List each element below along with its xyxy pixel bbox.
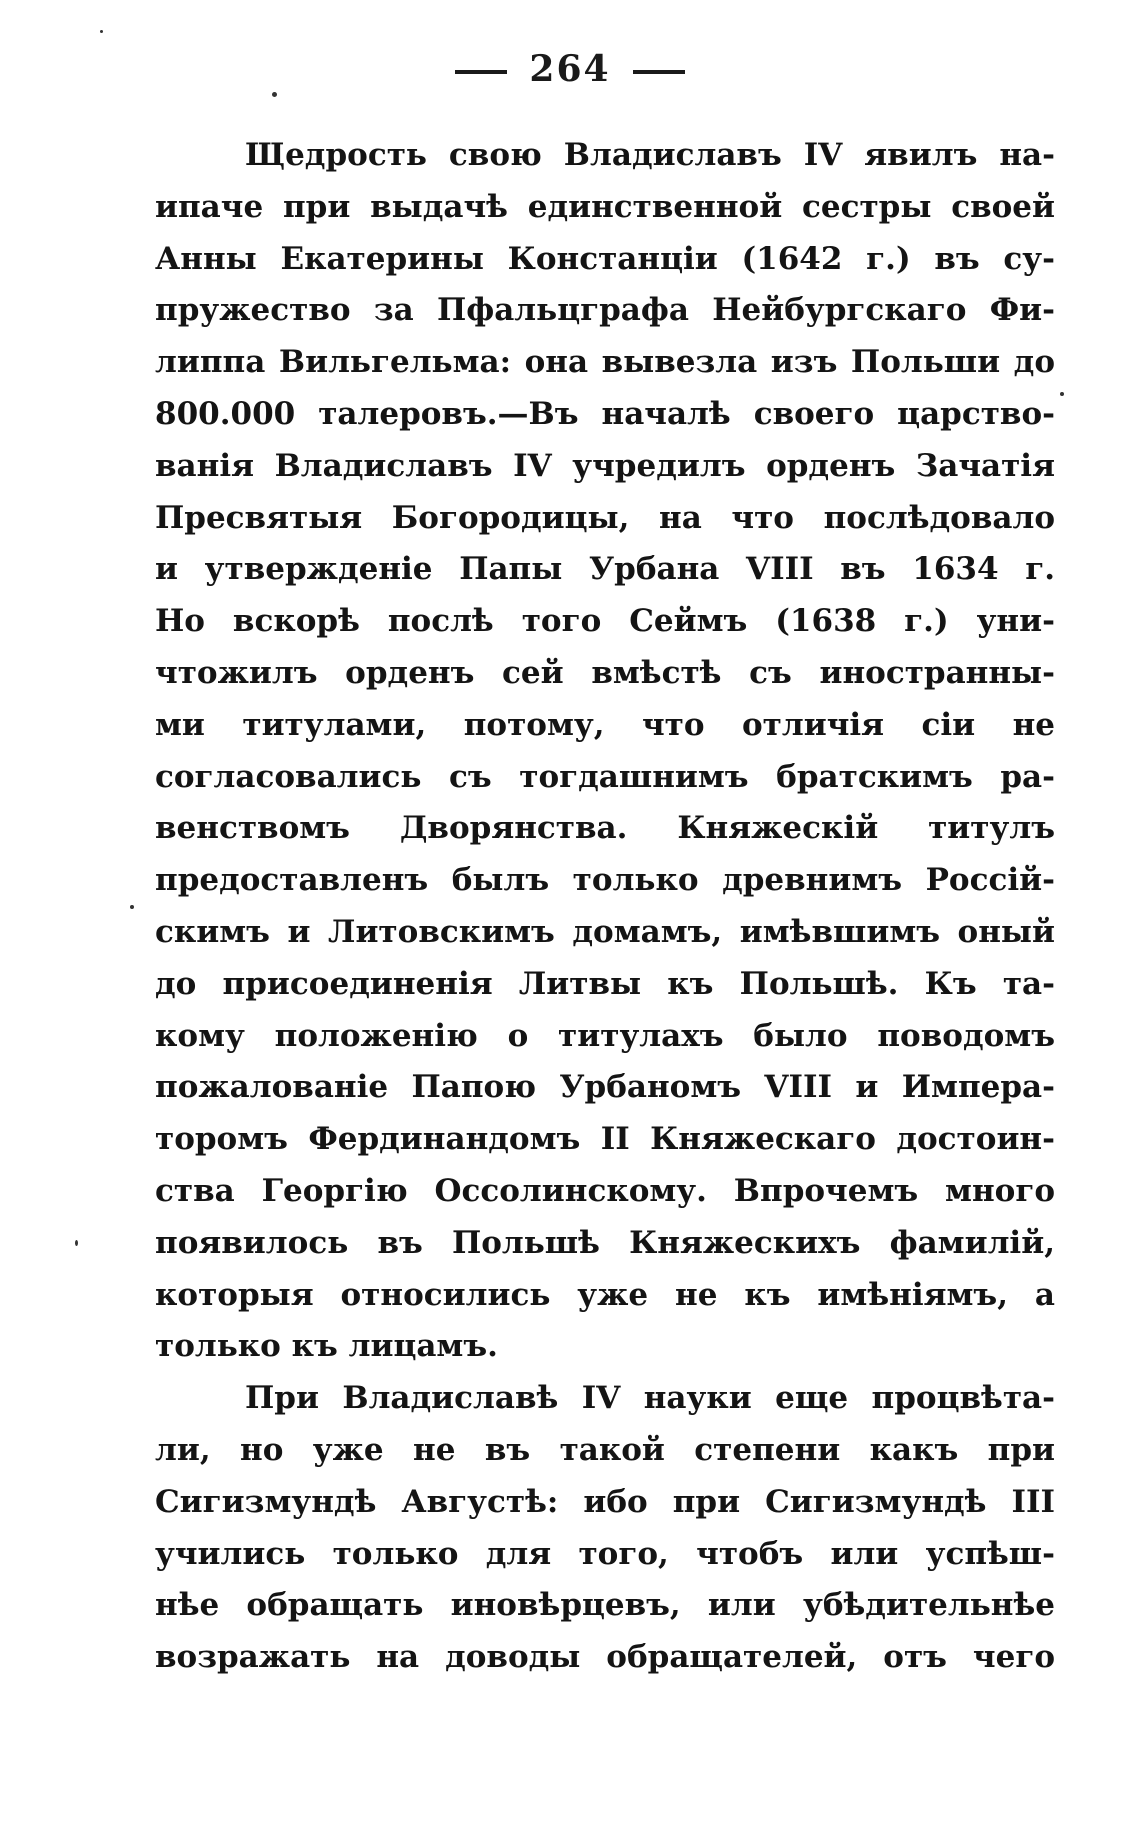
paragraph-2 — [155, 1373, 1055, 1684]
text-line: ипаче при выдачѣ единственной сестры своей — [155, 188, 1055, 225]
text-line: и утвержденіе Папы Урбана VIII въ 1634 г. — [155, 551, 1055, 588]
text-line: Пресвятыя Богородицы, на что послѣдовало — [155, 499, 1055, 536]
print-speck — [75, 1240, 78, 1246]
text-line: венствомъ Дворянства. Княжескій титулъ — [155, 810, 1055, 847]
body-text — [155, 130, 1055, 1684]
print-speck — [272, 92, 277, 97]
text-line: скимъ и Литовскимъ домамъ, имѣвшимъ оный — [155, 913, 1055, 950]
text-line: до присоединенія Литвы къ Польшѣ. Къ та- — [155, 965, 1055, 1002]
header-dash-left — [455, 70, 507, 74]
text-line: которыя относились уже не къ имѣніямъ, а — [155, 1276, 1055, 1313]
text-line: кому положенію о титулахъ было поводомъ — [155, 1017, 1055, 1054]
text-line: нѣе обращать иновѣрцевъ, или убѣдительнѣе — [155, 1587, 1055, 1624]
text-line: липпа Вильгельма: она вывезла изъ Польши до — [155, 344, 1055, 381]
page-number: 264 — [529, 48, 611, 90]
text-line: пружество за Пфальцграфа Нейбургскаго Фи- — [155, 292, 1055, 329]
text-line: появилось въ Польшѣ Княжескихъ фамилій, — [155, 1224, 1055, 1261]
paragraph-1 — [155, 130, 1055, 1373]
text-line: торомъ Фердинандомъ II Княжескаго достоин- — [155, 1121, 1055, 1158]
text-line: ми титулами, потому, что отличія сіи не — [155, 706, 1055, 743]
text-line: Сигизмундѣ Августѣ: ибо при Сигизмундѣ III — [155, 1483, 1055, 1520]
page-header — [0, 48, 1140, 90]
text-line: ства Георгію Оссолинскому. Впрочемъ много — [155, 1172, 1055, 1209]
text-line: учились только для того, чтобъ или успѣш- — [155, 1535, 1055, 1572]
text-line: чтожилъ орденъ сей вмѣстѣ съ иностранны- — [155, 654, 1055, 691]
print-speck — [100, 30, 103, 33]
text-line: Но вскорѣ послѣ того Сеймъ (1638 г.) уни- — [155, 603, 1055, 640]
text-line: Анны Екатерины Констанціи (1642 г.) въ су- — [155, 240, 1055, 277]
text-line: 800.000 талеровъ.—Въ началѣ своего царство- — [155, 395, 1055, 432]
text-line: При Владиславѣ IV науки еще процвѣта- — [245, 1380, 1055, 1417]
text-line: ванія Владиславъ IV учредилъ орденъ Зачатія — [155, 447, 1055, 484]
print-speck — [130, 905, 134, 909]
text-line: согласовались съ тогдашнимъ братскимъ ра- — [155, 758, 1055, 795]
text-line: Щедрость свою Владиславъ IV явилъ на- — [245, 137, 1055, 173]
text-line: пожалованіе Папою Урбаномъ VIII и Импера- — [155, 1069, 1055, 1106]
print-speck — [1060, 392, 1064, 396]
text-line: только къ лицамъ. — [155, 1328, 498, 1365]
text-line: предоставленъ былъ только древнимъ Россій- — [155, 862, 1055, 899]
text-line: ли, но уже не въ такой степени какъ при — [155, 1431, 1055, 1468]
text-line: возражать на доводы обращателей, отъ чего — [155, 1639, 1055, 1676]
header-dash-right — [633, 70, 685, 74]
